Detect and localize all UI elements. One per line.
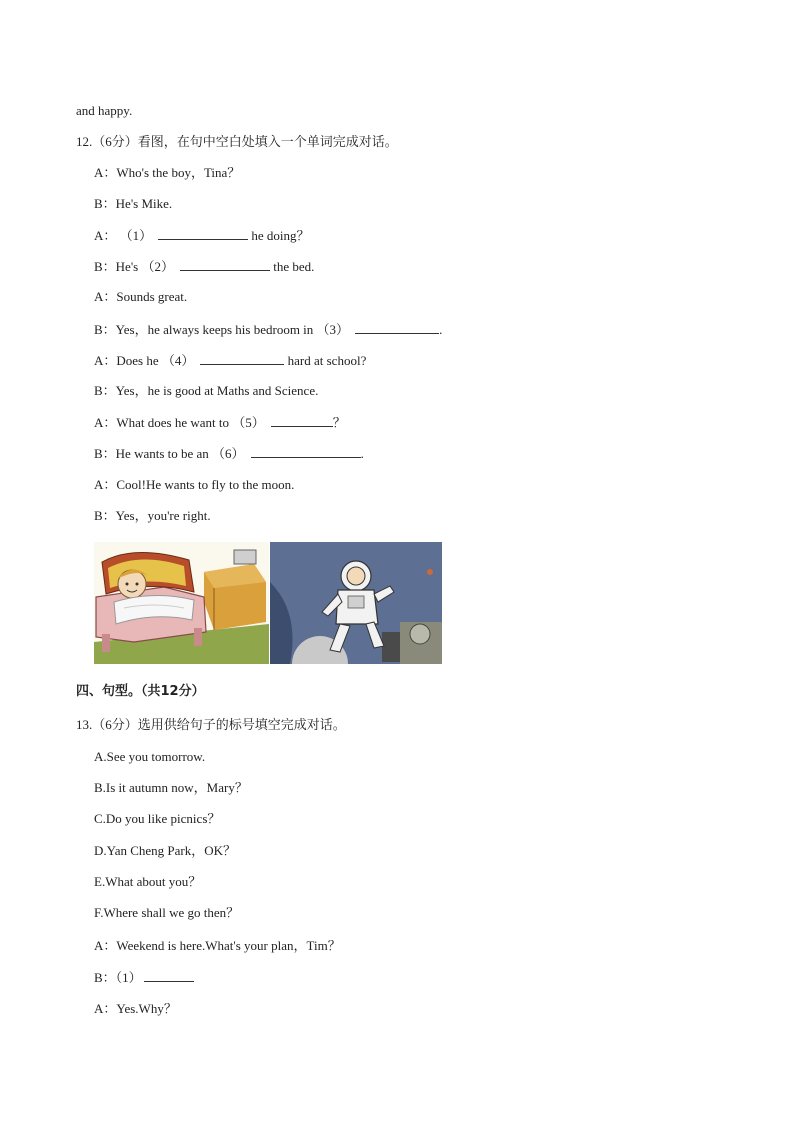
- dialogue-line: A：Does he （4） hard at school?: [94, 353, 367, 368]
- dialogue-line: A：Sounds great.: [94, 289, 188, 304]
- section-title: 四、句型。（共12分）: [76, 684, 205, 699]
- astronaut-image: [270, 542, 442, 664]
- option-d: D.Yan Cheng Park，OK？: [94, 843, 237, 858]
- dialogue-line: A：Weekend is here.What's your plan，Tim？: [94, 938, 341, 953]
- dialogue-line: A：Yes.Why？: [94, 1001, 177, 1016]
- dialogue-line: A：What does he want to （5） ？: [94, 415, 346, 430]
- dialogue-line: B：Yes，he always keeps his bedroom in （3） .: [94, 322, 443, 337]
- dialogue-line: B：Yes，you're right.: [94, 508, 211, 523]
- dialogue-line: A：Who's the boy，Tina？: [94, 165, 241, 180]
- dialogue-line: B：He's （2） the bed.: [94, 259, 315, 274]
- option-e: E.What about you？: [94, 874, 202, 889]
- answer-blank-2[interactable]: [180, 258, 270, 271]
- boy-making-bed-image: [94, 542, 269, 664]
- option-c: C.Do you like picnics？: [94, 811, 221, 826]
- question-12-header: 12.（6分）看图，在句中空白处填入一个单词完成对话。: [76, 134, 398, 149]
- answer-blank-3[interactable]: [355, 321, 439, 334]
- continued-text: and happy.: [76, 103, 133, 118]
- option-a: A.See you tomorrow.: [94, 749, 206, 764]
- answer-blank-6[interactable]: [251, 445, 361, 458]
- answer-blank-1[interactable]: [158, 227, 248, 240]
- dialogue-line: B：He's Mike.: [94, 196, 173, 211]
- dialogue-line: A：Cool!He wants to fly to the moon.: [94, 477, 295, 492]
- dialogue-line: B：Yes，he is good at Maths and Science.: [94, 383, 319, 398]
- answer-blank-q13-1[interactable]: [144, 969, 194, 982]
- option-b: B.Is it autumn now，Mary？: [94, 780, 248, 795]
- answer-blank-4[interactable]: [200, 352, 284, 365]
- dialogue-line: B：（1）: [94, 969, 194, 986]
- dialogue-line: B：He wants to be an （6） .: [94, 446, 364, 461]
- option-f: F.Where shall we go then？: [94, 905, 240, 920]
- answer-blank-5[interactable]: [271, 414, 333, 427]
- question-13-header: 13.（6分）选用供给句子的标号填空完成对话。: [76, 717, 346, 732]
- dialogue-line: A： （1） he doing？: [94, 228, 310, 243]
